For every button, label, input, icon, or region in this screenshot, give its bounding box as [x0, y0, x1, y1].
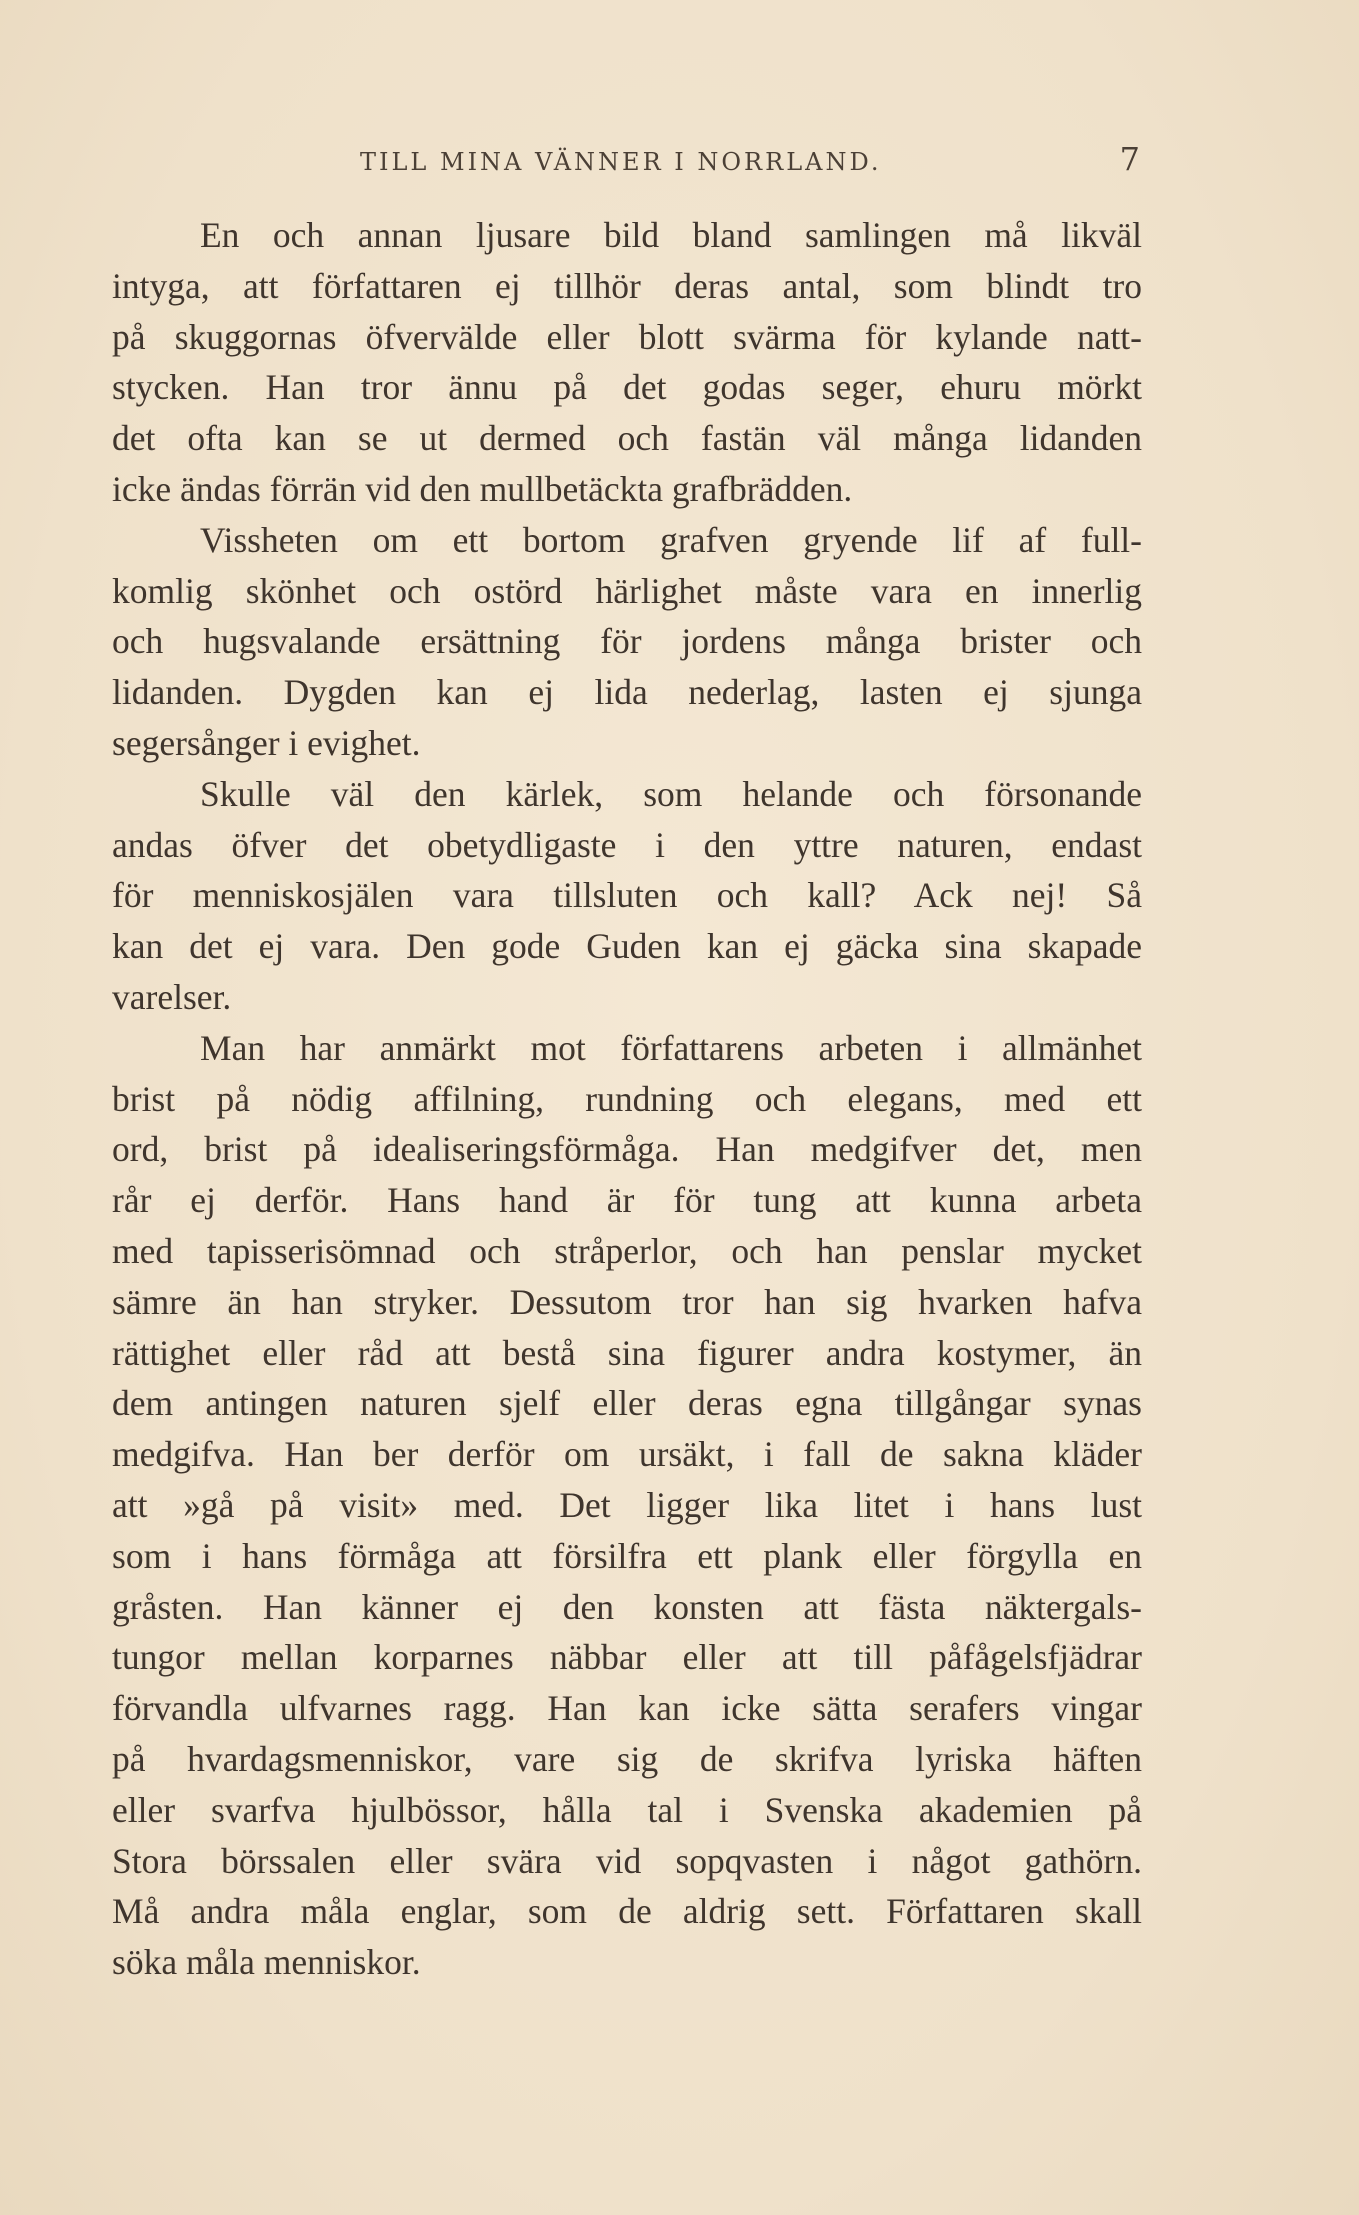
text-line: kan det ej vara. Den gode Guden kan ej gäcka sina skapade	[112, 926, 1142, 967]
text-line: förvandla ulfvarnes ragg. Han kan icke sätta serafers vingar	[112, 1688, 1142, 1729]
text-line: och hugsvalande ersättning för jordens många brister och	[112, 621, 1142, 662]
text-line: eller svarfva hjulbössor, hålla tal i Svenska akademien på	[112, 1789, 1142, 1830]
body-text	[112, 210, 1142, 1988]
text-line: att »gå på visit» med. Det ligger lika litet i hans lust	[112, 1484, 1142, 1525]
text-line: Stora börssalen eller svära vid sopqvasten i något gathörn.	[112, 1840, 1142, 1881]
running-title: TILL MINA VÄNNER I NORRLAND.	[360, 148, 882, 176]
text-line: medgifva. Han ber derför om ursäkt, i fall de sakna kläder	[112, 1434, 1142, 1475]
running-head	[360, 140, 1140, 180]
text-line: stycken. Han tror ännu på det godas seger, ehuru mörkt	[112, 367, 1142, 408]
page-number: 7	[1119, 140, 1140, 178]
text-line: det ofta kan se ut dermed och fastän väl många lidanden	[112, 418, 1142, 459]
text-line: lidanden. Dygden kan ej lida nederlag, lasten ej sjunga	[112, 672, 1142, 713]
text-line: med tapisserisömnad och stråperlor, och han penslar mycket	[112, 1230, 1142, 1271]
text-line: på hvardagsmenniskor, vare sig de skrifva lyriska häften	[112, 1738, 1142, 1779]
text-line: på skuggornas öfvervälde eller blott svärma för kylande natt-	[112, 316, 1142, 357]
text-line: segersånger i evighet.	[112, 722, 421, 763]
text-line: sämre än han stryker. Dessutom tror han sig hvarken hafva	[112, 1281, 1142, 1322]
text-line: varelser.	[112, 976, 232, 1017]
text-line: brist på nödig affilning, rundning och elegans, med ett	[112, 1078, 1142, 1119]
text-line: rår ej derför. Hans hand är för tung att kunna arbeta	[112, 1180, 1142, 1221]
text-line: gråsten. Han känner ej den konsten att fästa näktergals-	[112, 1586, 1142, 1627]
text-line: icke ändas förrän vid den mullbetäckta grafbrädden.	[112, 468, 853, 509]
text-line: komlig skönhet och ostörd härlighet måste vara en innerlig	[112, 570, 1142, 611]
text-line: dem antingen naturen sjelf eller deras egna tillgångar synas	[112, 1383, 1142, 1424]
text-line: andas öfver det obetydligaste i den yttre naturen, endast	[112, 824, 1142, 865]
text-line: ord, brist på idealiseringsförmåga. Han medgifver det, men	[112, 1129, 1142, 1170]
text-line: intyga, att författaren ej tillhör deras antal, som blindt tro	[112, 265, 1142, 306]
text-line: för menniskosjälen vara tillsluten och kall? Ack nej! Så	[112, 875, 1142, 916]
text-line: En och annan ljusare bild bland samlingen må likväl	[200, 215, 1142, 255]
text-line: Må andra måla englar, som de aldrig sett. Författaren skall	[112, 1891, 1142, 1932]
text-line: Vissheten om ett bortom grafven gryende lif af full-	[200, 519, 1142, 560]
text-line: som i hans förmåga att försilfra ett plank eller förgylla en	[112, 1535, 1142, 1576]
text-line: Man har anmärkt mot författarens arbeten i allmänhet	[200, 1027, 1142, 1068]
text-line: rättighet eller råd att bestå sina figurer andra kostymer, än	[112, 1332, 1142, 1373]
text-line: Skulle väl den kärlek, som helande och försonande	[200, 773, 1142, 814]
text-line: tungor mellan korparnes näbbar eller att till påfågelsfjädrar	[112, 1637, 1142, 1678]
text-line: söka måla menniskor.	[112, 1942, 421, 1983]
